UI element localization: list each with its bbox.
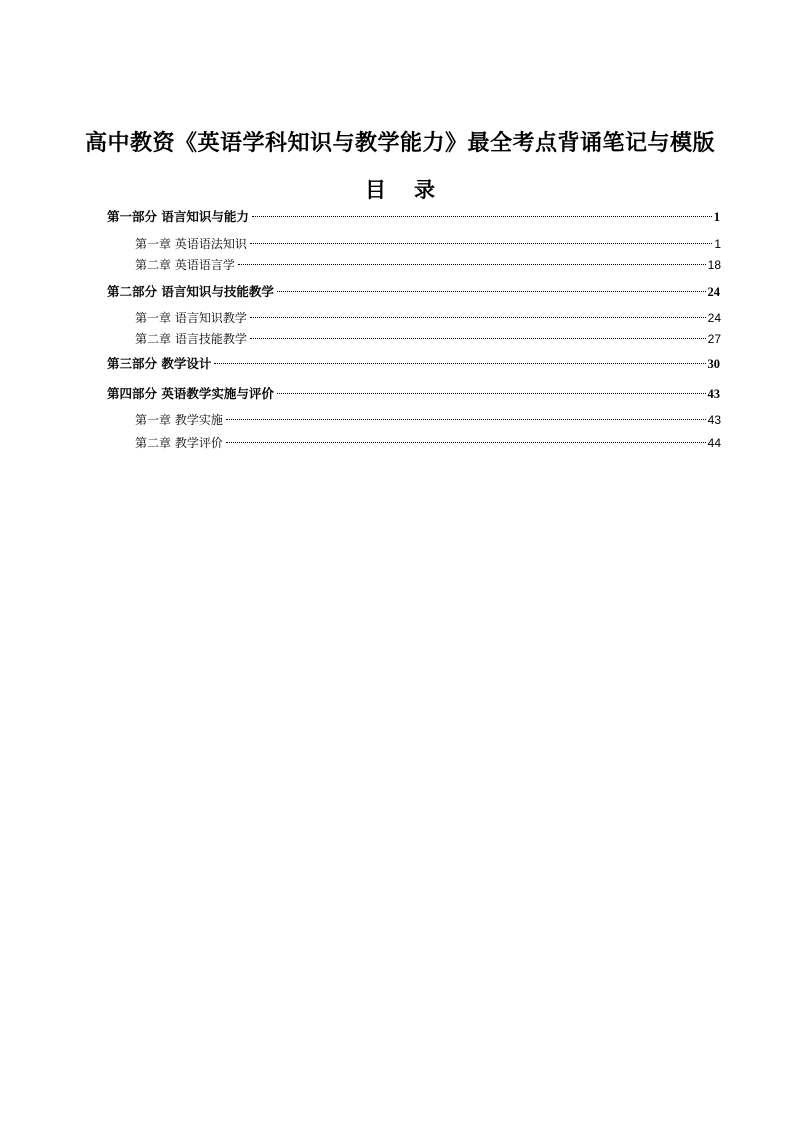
toc-entry-label: 第四部分 英语教学实施与评价 [107, 386, 274, 401]
dot-leader [250, 338, 706, 339]
dot-leader [226, 419, 706, 420]
dot-leader [277, 291, 706, 292]
toc-entry-part-3[interactable] [107, 354, 720, 374]
toc-entry-label: 第一章 语言知识教学 [135, 311, 247, 325]
toc-entry-label: 第二章 语言技能教学 [135, 332, 247, 346]
toc-entry-page: 24 [707, 285, 720, 299]
dot-leader [250, 317, 706, 318]
toc-entry-page: 1 [713, 210, 720, 224]
toc-entry-chapter[interactable] [135, 329, 721, 349]
dot-leader [277, 393, 706, 394]
dot-leader [226, 442, 706, 443]
toc-entry-page: 30 [707, 357, 720, 371]
toc-entry-label: 第二部分 语言知识与技能教学 [107, 284, 274, 299]
document-title: 高中教资《英语学科知识与教学能力》最全考点背诵笔记与模版 [84, 130, 715, 156]
toc-entry-page: 27 [707, 332, 721, 346]
dot-leader [238, 264, 706, 265]
toc-entry-chapter[interactable] [135, 255, 721, 275]
toc-entry-label: 第一部分 语言知识与能力 [107, 209, 249, 224]
toc-entry-part-1[interactable] [107, 207, 720, 227]
toc-entry-part-2[interactable] [107, 282, 720, 302]
toc-entry-chapter[interactable] [135, 433, 721, 453]
toc-entry-page: 18 [707, 258, 721, 272]
toc-entry-label: 第三部分 教学设计 [107, 356, 212, 371]
toc-entry-label: 第二章 英语语言学 [135, 258, 235, 272]
toc-entry-label: 第一章 英语语法知识 [135, 237, 247, 251]
toc-heading: 目录 [365, 177, 463, 202]
toc-entry-page: 24 [707, 311, 721, 325]
toc-entry-chapter[interactable] [135, 234, 721, 254]
dot-leader [250, 243, 712, 244]
dot-leader [252, 216, 712, 217]
toc-entry-chapter[interactable] [135, 308, 721, 328]
dot-leader [214, 363, 705, 364]
toc-entry-label: 第一章 教学实施 [135, 413, 223, 427]
toc-entry-label: 第二章 教学评价 [135, 436, 223, 450]
toc-entry-page: 43 [707, 387, 720, 401]
toc-entry-page: 44 [707, 436, 721, 450]
toc-entry-page: 43 [707, 413, 721, 427]
toc-entry-chapter[interactable] [135, 410, 721, 430]
toc-entry-page: 1 [714, 237, 721, 251]
toc-entry-part-4[interactable] [107, 384, 720, 404]
